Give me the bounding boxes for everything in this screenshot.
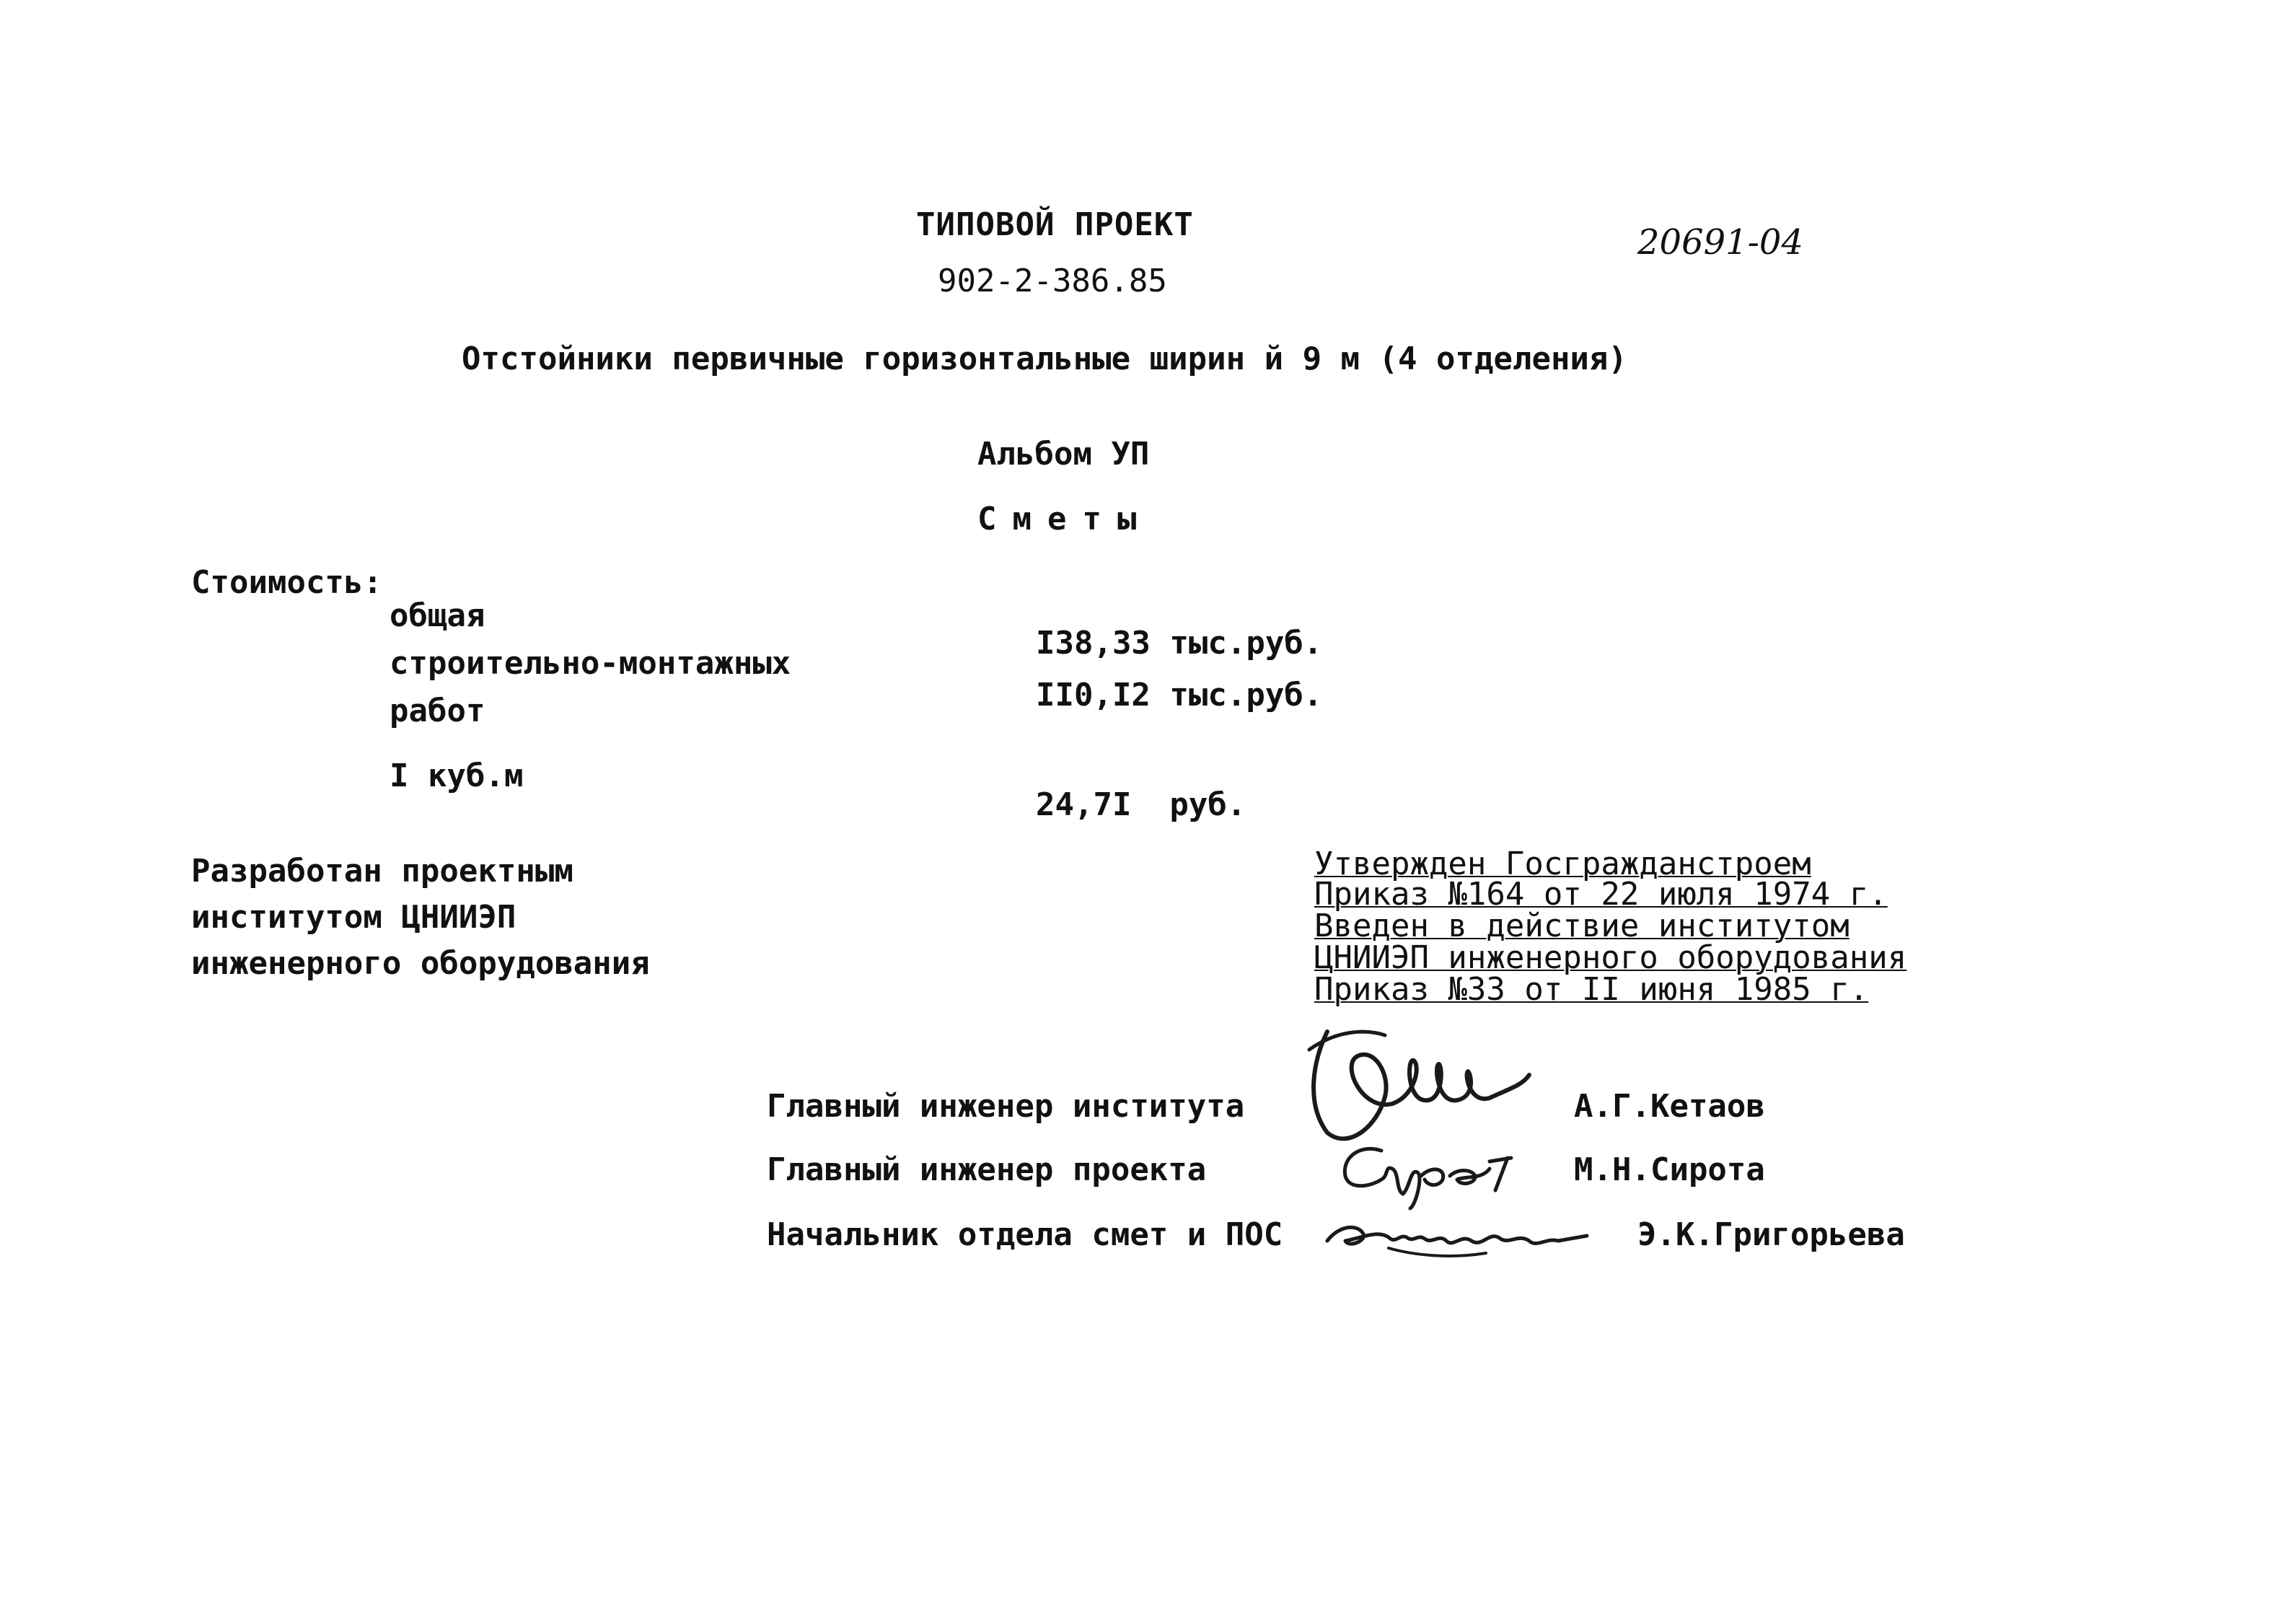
developer-line: Разработан проектным bbox=[191, 853, 573, 890]
document-subject: Отстойники первичные горизонтальные ширин й 9 м (4 отделения) bbox=[462, 341, 1627, 377]
section-title: Сметы bbox=[977, 501, 1153, 537]
signature-name: М.Н.Сирота bbox=[1574, 1151, 1765, 1188]
handwritten-signature-icon bbox=[1320, 1208, 1594, 1266]
approval-line: Введен в действие институтом bbox=[1314, 908, 1849, 944]
cost-value: I38,33 bbox=[1035, 625, 1151, 662]
project-type-heading: ТИПОВОЙ ПРОЕКТ bbox=[916, 206, 1194, 243]
cost-row-label: работ bbox=[390, 693, 485, 729]
signature-role: Начальник отдела смет и ПОС bbox=[767, 1216, 1283, 1253]
signature-name: А.Г.Кетаов bbox=[1574, 1088, 1765, 1125]
handwritten-signature-icon bbox=[1331, 1136, 1533, 1216]
document-number: 20691-04 bbox=[1637, 222, 1803, 263]
handwritten-signature-icon bbox=[1306, 1017, 1544, 1154]
cost-value: II0,I2 bbox=[1035, 677, 1151, 713]
cost-row-label: общая bbox=[390, 597, 485, 634]
cost-label: Стоимость: bbox=[191, 564, 382, 601]
developer-line: инженерного оборудования bbox=[191, 945, 650, 982]
signature-name: Э.К.Григорьева bbox=[1637, 1216, 1905, 1253]
cost-unit: тыс.руб. bbox=[1169, 625, 1323, 662]
approval-line: Приказ №164 от 22 июля 1974 г. bbox=[1314, 876, 1888, 913]
cost-value: 24,7I bbox=[1035, 786, 1132, 823]
album-title: Альбом УП bbox=[977, 436, 1150, 473]
cost-row-value bbox=[998, 648, 1322, 711]
approval-line: ЦНИИЭП инженерного оборудования bbox=[1314, 939, 1907, 976]
cost-row-value bbox=[998, 757, 1246, 821]
cost-row-label: строительно-монтажных bbox=[390, 645, 791, 682]
cost-unit: тыс.руб. bbox=[1169, 677, 1323, 713]
signature-role: Главный инженер института bbox=[767, 1088, 1245, 1125]
approval-line: Утвержден Госгражданстроем bbox=[1314, 846, 1811, 882]
cost-row-label: I куб.м bbox=[390, 757, 524, 794]
project-number: 902-2-386.85 bbox=[938, 263, 1167, 299]
cost-unit: руб. bbox=[1169, 786, 1246, 823]
signature-role: Главный инженер проекта bbox=[767, 1151, 1207, 1188]
approval-line: Приказ №33 от II июня 1985 г. bbox=[1314, 971, 1869, 1008]
developer-line: институтом ЦНИИЭП bbox=[191, 899, 516, 936]
